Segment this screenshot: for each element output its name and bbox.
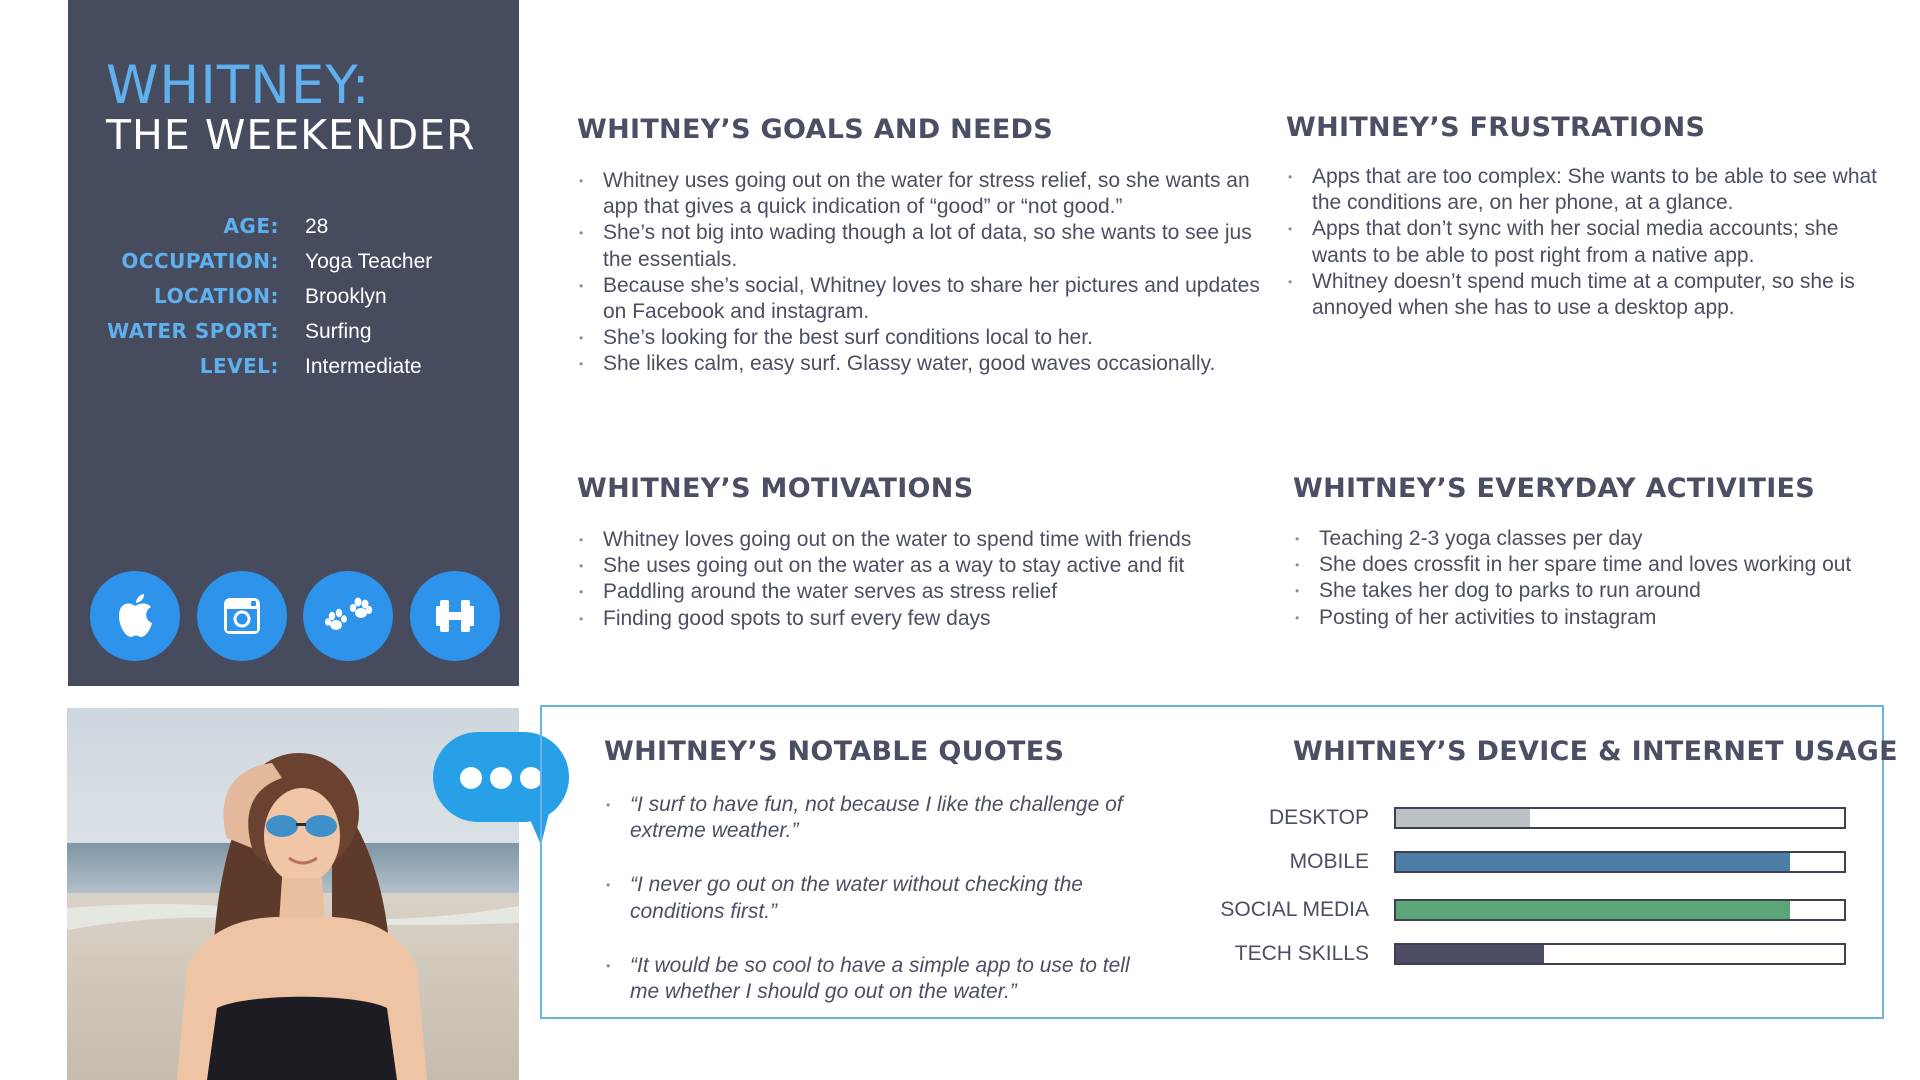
list-item: • Apps that are too complex: She wants to be able to see what the conditions are, on her phone, at a glance. — [1286, 164, 1896, 216]
persona-facts — [68, 210, 519, 385]
usage-row-mobile — [1200, 850, 1845, 874]
frustrations-title: WHITNEY’S FRUSTRATIONS — [1286, 112, 1706, 143]
fact-label: OCCUPATION: — [121, 249, 279, 273]
motivations-list — [577, 527, 1267, 632]
list-item: • She does crossfit in her spare time and loves working out — [1293, 552, 1903, 578]
list-item: • She’s not big into wading though a lot of data, so she wants to see jus the essentials. — [577, 220, 1267, 272]
usage-bar-fill — [1396, 901, 1790, 919]
profile-card — [68, 0, 519, 686]
fact-value: Intermediate — [305, 355, 422, 378]
activities-title: WHITNEY’S EVERYDAY ACTIVITIES — [1293, 473, 1816, 504]
list-item: • Whitney loves going out on the water to spend time with friends — [577, 527, 1267, 553]
goals-list — [577, 168, 1267, 378]
fact-label: AGE: — [223, 214, 279, 238]
usage-label: SOCIAL MEDIA — [1220, 898, 1369, 921]
quote-item: • “It would be so cool to have a simple app to use to tell me whether I should go out on the water.” — [604, 953, 1134, 1005]
usage-bar-track — [1394, 851, 1846, 873]
quotes-title: WHITNEY’S NOTABLE QUOTES — [604, 736, 1065, 767]
list-item: • Whitney doesn’t spend much time at a computer, so she is annoyed when she has to use a desktop app. — [1286, 269, 1896, 321]
usage-label: DESKTOP — [1269, 806, 1369, 829]
fact-label: WATER SPORT: — [107, 319, 279, 343]
list-item: • Finding good spots to surf every few days — [577, 606, 1267, 632]
usage-row-social-media — [1200, 898, 1845, 922]
fact-label: LEVEL: — [199, 354, 279, 378]
motivations-title: WHITNEY’S MOTIVATIONS — [577, 473, 974, 504]
list-item: • Because she’s social, Whitney loves to share her pictures and updates on Facebook and instagram. — [577, 273, 1267, 325]
usage-bar-track — [1394, 807, 1846, 829]
fact-row-location — [68, 280, 519, 315]
usage-title: WHITNEY’S DEVICE & INTERNET USAGE — [1293, 736, 1898, 767]
usage-row-tech-skills — [1200, 942, 1845, 966]
fact-row-water-sport — [68, 315, 519, 350]
instagram-icon — [197, 571, 287, 661]
usage-label: TECH SKILLS — [1234, 942, 1369, 965]
fact-value: Surfing — [305, 320, 372, 343]
persona-role: THE WEEKENDER — [106, 111, 476, 159]
persona-name: WHITNEY: — [106, 55, 371, 116]
list-item: • Apps that don’t sync with her social media accounts; she wants to be able to post right from a native app. — [1286, 216, 1896, 268]
quotes-list — [604, 792, 1134, 1033]
frustrations-list — [1286, 164, 1896, 321]
fact-label: LOCATION: — [154, 284, 279, 308]
goals-title: WHITNEY’S GOALS AND NEEDS — [577, 114, 1054, 145]
quote-item: • “I never go out on the water without checking the conditions first.” — [604, 872, 1134, 924]
fact-row-age — [68, 210, 519, 245]
list-item: • Teaching 2-3 yoga classes per day — [1293, 526, 1903, 552]
usage-bar-track — [1394, 899, 1846, 921]
fact-value: Brooklyn — [305, 285, 387, 308]
fact-value: 28 — [305, 215, 329, 238]
apple-icon — [90, 571, 180, 661]
usage-bar-fill — [1396, 809, 1530, 827]
usage-bar-fill — [1396, 945, 1544, 963]
fact-row-level — [68, 350, 519, 385]
activities-list — [1293, 526, 1903, 631]
usage-row-desktop — [1200, 806, 1845, 830]
list-item: • Posting of her activities to instagram — [1293, 605, 1903, 631]
list-item: • She’s looking for the best surf conditions local to her. — [577, 325, 1267, 351]
quote-item: • “I surf to have fun, not because I like the challenge of extreme weather.” — [604, 792, 1134, 844]
paw-icon — [303, 571, 393, 661]
usage-bar-track — [1394, 943, 1846, 965]
usage-label: MOBILE — [1289, 850, 1369, 873]
list-item: • She likes calm, easy surf. Glassy water, good waves occasionally. — [577, 351, 1267, 377]
crossfit-icon — [410, 571, 500, 661]
list-item: • She uses going out on the water as a way to stay active and fit — [577, 553, 1267, 579]
list-item: • Whitney uses going out on the water for stress relief, so she wants an app that gives a quick indication of “good” or “not good.” — [577, 168, 1267, 220]
usage-bar-fill — [1396, 853, 1790, 871]
list-item: • She takes her dog to parks to run around — [1293, 578, 1903, 604]
fact-row-occupation — [68, 245, 519, 280]
fact-value: Yoga Teacher — [305, 250, 433, 273]
list-item: • Paddling around the water serves as stress relief — [577, 579, 1267, 605]
